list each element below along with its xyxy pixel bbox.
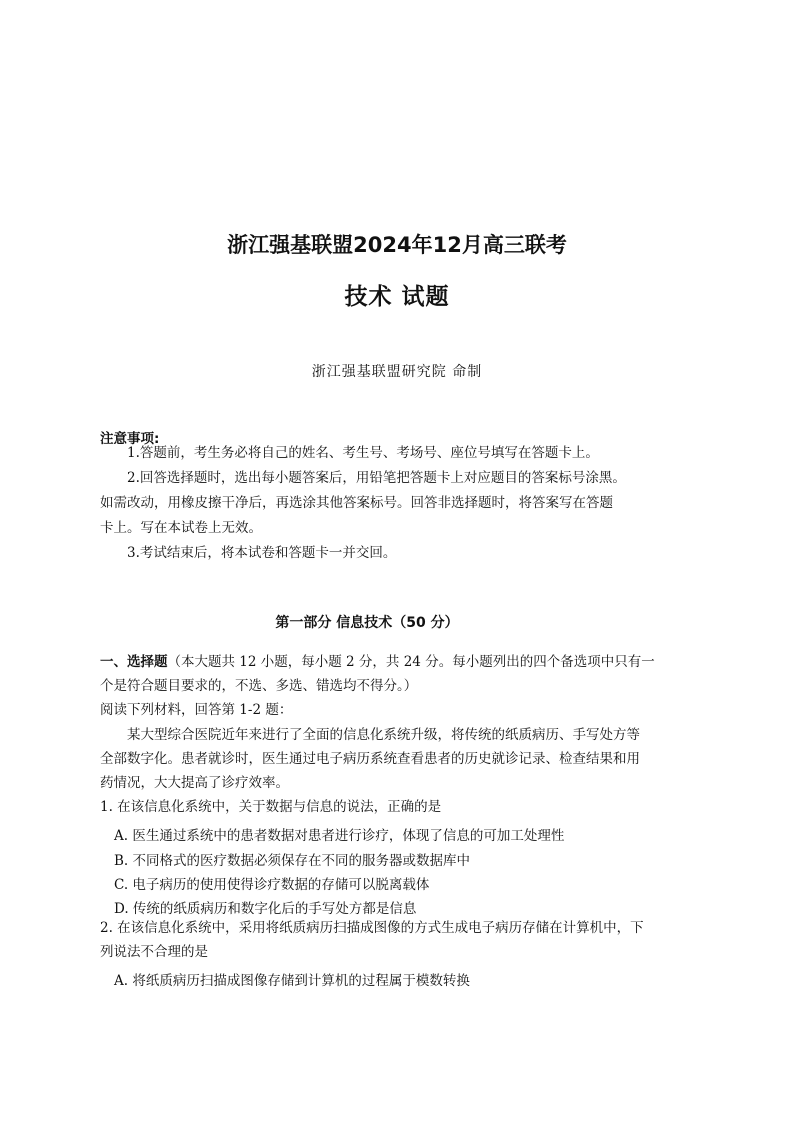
exam-subtitle: 技术 试题: [344, 284, 450, 310]
part1-intro-a: （本大题共 12 小题，每小题 2 分，共 24 分。每小题列出的四个备选项中只有一: [167, 654, 655, 670]
read-instruction: 阅读下列材料，回答第 1-2 题：: [100, 702, 293, 718]
notice-line-2a: 2.回答选择题时，选出每小题答案后，用铅笔把答题卡上对应题目的答案标号涂黑。: [127, 470, 626, 486]
material-line-1: 某大型综合医院近年来进行了全面的信息化系统升级，将传统的纸质病历、手写处方等: [127, 727, 640, 743]
section-heading: 第一部分 信息技术（50 分）: [275, 615, 459, 631]
exam-author: 浙江强基联盟研究院 命制: [311, 364, 483, 380]
q1-stem: 1. 在该信息化系统中，关于数据与信息的说法，正确的是: [100, 799, 442, 815]
q2-stem-line-1: 2. 在该信息化系统中，采用将纸质病历扫描成图像的方式生成电子病历存储在计算机中，下: [100, 920, 644, 936]
q1-option-a: A. 医生通过系统中的患者数据对患者进行诊疗，体现了信息的可加工处理性: [114, 828, 565, 844]
notice-line-2c: 卡上。写在本试卷上无效。: [100, 520, 262, 536]
part1-intro-line-1: [100, 651, 655, 673]
q1-option-d: D. 传统的纸质病历和数字化后的手写处方都是信息: [114, 901, 417, 917]
part1-intro-line-2: 个是符合题目要求的，不选、多选、错选均不得分。）: [100, 678, 418, 694]
exam-title: 浙江强基联盟2024年12月高三联考: [227, 233, 567, 257]
material-line-2: 全部数字化。患者就诊时，医生通过电子病历系统查看患者的历史就诊记录、检查结果和用: [100, 751, 640, 767]
material-line-3: 药情况，大大提高了诊疗效率。: [100, 775, 289, 791]
q1-option-b: B. 不同格式的医疗数据必须保存在不同的服务器或数据库中: [114, 853, 471, 869]
q2-option-a: A. 将纸质病历扫描成图像存储到计算机的过程属于模数转换: [114, 973, 470, 989]
notice-line-1: 1.答题前，考生务必将自己的姓名、考生号、考场号、座位号填写在答题卡上。: [127, 445, 599, 461]
notice-heading: 注意事项:: [100, 431, 160, 447]
part1-label: 一、选择题: [100, 654, 168, 670]
q1-option-c: C. 电子病历的使用使得诊疗数据的存储可以脱离载体: [114, 877, 430, 893]
notice-line-3: 3.考试结束后，将本试卷和答题卡一并交回。: [127, 545, 397, 561]
notice-line-2b: 如需改动，用橡皮擦干净后，再选涂其他答案标号。回答非选择题时，将答案写在答题: [100, 495, 613, 511]
q2-stem-line-2: 列说法不合理的是: [100, 944, 208, 960]
